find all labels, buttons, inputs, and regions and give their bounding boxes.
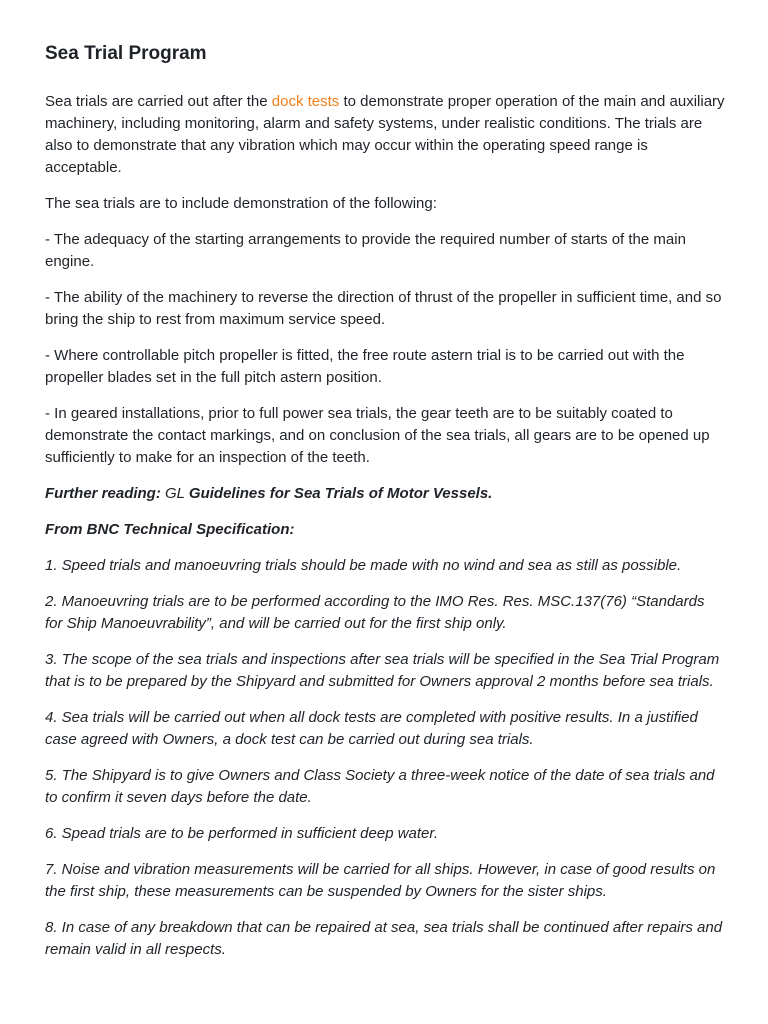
further-reading <box>45 483 726 505</box>
bullet-item: - The ability of the machinery to reverse the direction of thrust of the propeller in sufficient time, and so bring the ship to rest from maximum service speed. <box>45 289 722 328</box>
spec-item: 7. Noise and vibration measurements will be carried for all ships. However, in case of good results on the first ship, these measurements can be suspended by Owners for the sister ships. <box>45 861 716 900</box>
bullet-item: - In geared installations, prior to full power sea trials, the gear teeth are to be suitably coated to demonstrate the contact markings, and on conclusion of the sea trials, all gears are to be opened up sufficiently to make for an inspection of the teeth. <box>45 405 710 466</box>
spec-item: 3. The scope of the sea trials and inspections after sea trials will be specified in the Sea Trial Program that is to be prepared by the Shipyard and submitted for Owners approval 2 months before sea trials. <box>45 651 720 690</box>
spec-item: 2. Manoeuvring trials are to be performed according to the IMO Res. Res. MSC.137(76) “Standards for Ship Manoeuvrability”, and will be carried out for the first ship only. <box>45 593 705 632</box>
dock-tests-link[interactable]: dock tests <box>271 93 340 110</box>
bullet-item: - The adequacy of the starting arrangements to provide the required number of starts of the main engine. <box>45 231 686 270</box>
further-reading-label: Further reading: <box>45 485 161 502</box>
page-title: Sea Trial Program <box>45 43 207 64</box>
spec-item: 4. Sea trials will be carried out when all dock tests are completed with positive results. In a justified case agreed with Owners, a dock test can be carried out during sea trials. <box>45 709 698 748</box>
further-reading-title: Guidelines for Sea Trials of Motor Vessels. <box>188 485 493 502</box>
intro-paragraph <box>45 91 726 179</box>
spec-item: 8. In case of any breakdown that can be repaired at sea, sea trials shall be continued after repairs and remain valid in all respects. <box>45 919 723 958</box>
intro-text-before: Sea trials are carried out after the <box>45 93 272 110</box>
include-heading: The sea trials are to include demonstration of the following: <box>45 195 437 212</box>
spec-item: 1. Speed trials and manoeuvring trials should be made with no wind and sea as still as possible. <box>45 557 682 574</box>
intro-text-after: to demonstrate proper operation of the main and auxiliary machinery, including monitoring, alarm and safety systems, under realistic conditions. The trials are also to demonstrate that any vibration which may occur within the operating speed range is acceptable. <box>45 93 725 176</box>
further-reading-gl: GL <box>160 485 189 502</box>
spec-heading: From BNC Technical Specification: <box>45 521 295 538</box>
spec-item: 5. The Shipyard is to give Owners and Class Society a three-week notice of the date of sea trials and to confirm it seven days before the date. <box>45 767 715 806</box>
bullet-item: - Where controllable pitch propeller is fitted, the free route astern trial is to be carried out with the propeller blades set in the full pitch astern position. <box>45 347 685 386</box>
spec-item: 6. Spead trials are to be performed in sufficient deep water. <box>45 825 438 842</box>
